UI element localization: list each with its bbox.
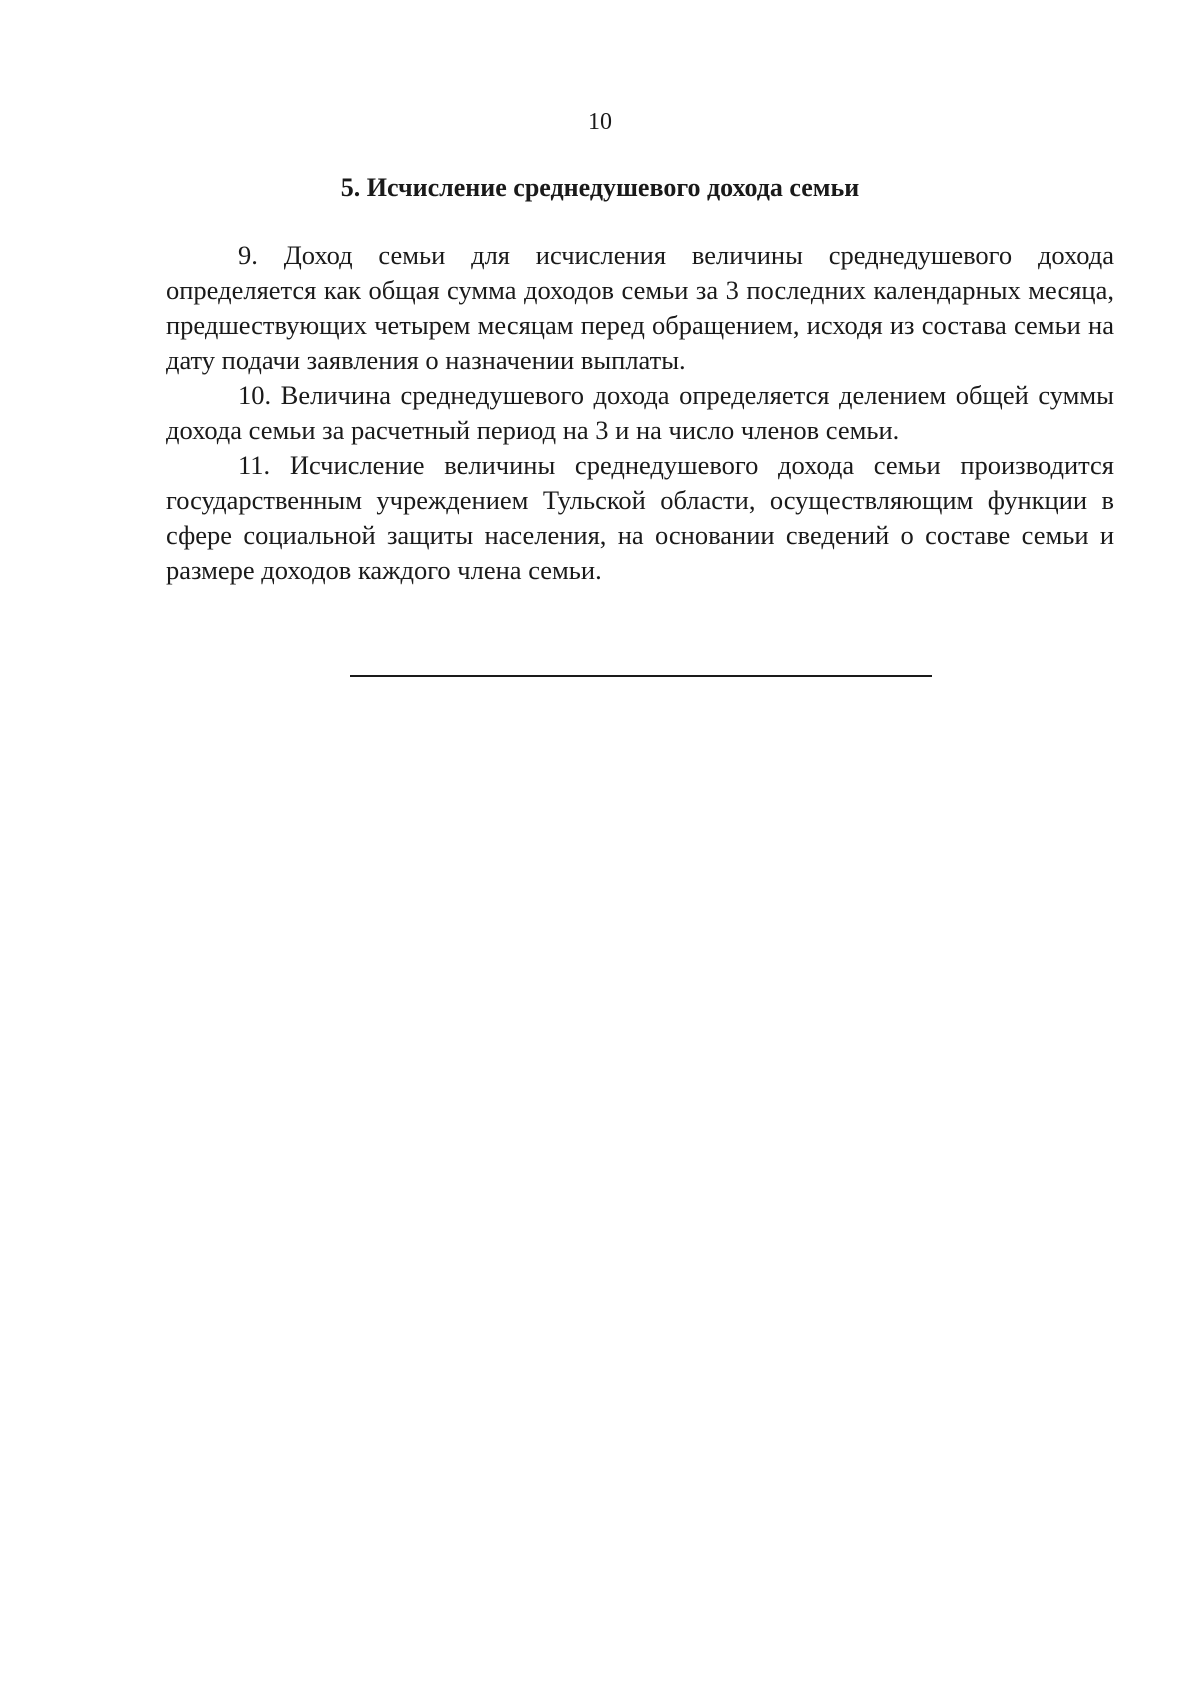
paragraph-11: 11. Исчисление величины среднедушевого дохода семьи производится государственным учреждением Тульской области, осуществляющим функции в сфере социальной защиты населения, на основании сведений о составе семьи и размере доходов каждого члена семьи.	[166, 450, 1114, 585]
document-body	[166, 238, 1114, 588]
end-of-document-rule	[350, 675, 932, 677]
page-number: 10	[588, 109, 612, 135]
paragraph-9: 9. Доход семьи для исчисления величины среднедушевого дохода определяется как общая сумма доходов семьи за 3 последних календарных месяца, предшествующих четырем месяцам перед обращением, исходя из состава семьи на дату подачи заявления о назначении выплаты.	[166, 240, 1114, 375]
paragraph-10: 10. Величина среднедушевого дохода определяется делением общей суммы дохода семьи за расчетный период на 3 и на число членов семьи.	[166, 380, 1114, 445]
section-title: 5. Исчисление среднедушевого дохода семьи	[340, 173, 860, 202]
